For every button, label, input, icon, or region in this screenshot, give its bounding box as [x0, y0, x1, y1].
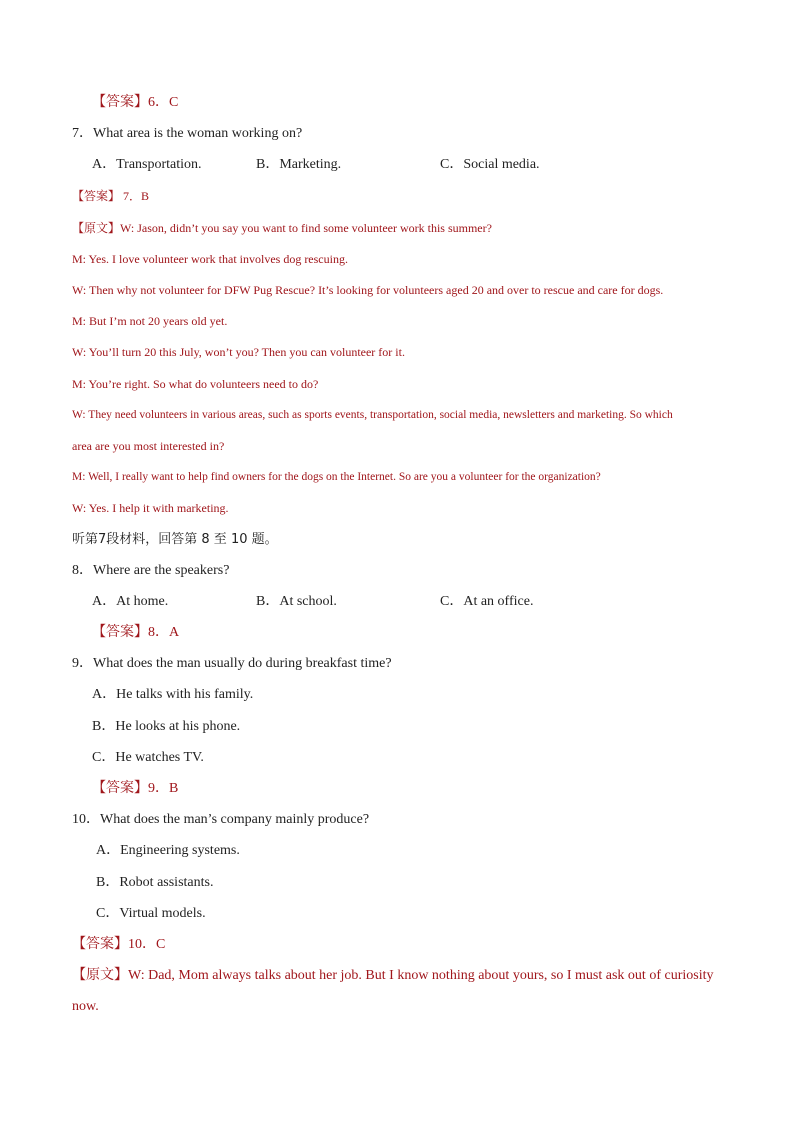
answer-7: 【答案】 7．B — [72, 189, 150, 203]
transcript-7-line-9: M: Well, I really want to help find owners for the dogs on the Internet. So are you a volunteer for the organization? — [72, 471, 601, 483]
transcript-7-line-7: W: They need volunteers in various areas, such as sports events, transportation, social media, newsletters and marketing. So which — [72, 409, 673, 421]
question-7-option-b: B．Marketing. — [256, 157, 342, 172]
transcript-7-line-10: W: Yes. I help it with marketing. — [72, 501, 229, 515]
transcript-7-line-6: M: You’re right. So what do volunteers need to do? — [72, 377, 319, 391]
question-8-option-b: B．At school. — [256, 594, 337, 609]
transcript-7-line-1: 【原文】W: Jason, didn’t you say you want to find some volunteer work this summer? — [72, 221, 492, 235]
transcript-7-line-5: W: You’ll turn 20 this July, won’t you? Then you can volunteer for it. — [72, 345, 405, 359]
question-10: 10．What does the man’s company mainly produce? — [72, 812, 370, 827]
question-7-option-a: A．Transportation. — [92, 157, 202, 172]
transcript-10-line-2: now. — [72, 999, 99, 1014]
question-8-option-a: A．At home. — [92, 594, 169, 609]
transcript-7-line-4: M: But I’m not 20 years old yet. — [72, 314, 228, 328]
question-10-option-c: C．Virtual models. — [96, 906, 206, 921]
question-9-option-a: A．He talks with his family. — [92, 687, 254, 702]
transcript-10-line-1: 【原文】W: Dad, Mom always talks about her job. But I know nothing about yours, so I must ask out of curiosity — [72, 968, 714, 983]
question-9-option-b: B．He looks at his phone. — [92, 719, 241, 734]
section-heading: 听第7段材料，回答第 8 至 10 题。 — [72, 532, 278, 547]
question-7: 7．What area is the woman working on? — [72, 126, 303, 141]
transcript-7-line-3: W: Then why not volunteer for DFW Pug Rescue? It’s looking for volunteers aged 20 and over to rescue and care for dogs. — [72, 283, 664, 297]
question-10-option-b: B．Robot assistants. — [96, 875, 214, 890]
question-10-option-a: A．Engineering systems. — [96, 843, 240, 858]
answer-9: 【答案】9．B — [92, 781, 179, 796]
question-9: 9．What does the man usually do during breakfast time? — [72, 656, 392, 671]
answer-8: 【答案】8．A — [92, 625, 180, 640]
transcript-7-line-2: M: Yes. I love volunteer work that involves dog rescuing. — [72, 252, 348, 266]
answer-10: 【答案】10．C — [72, 937, 166, 952]
question-9-option-c: C．He watches TV. — [92, 750, 204, 765]
transcript-7-line-8: area are you most interested in? — [72, 439, 225, 453]
question-8: 8．Where are the speakers? — [72, 563, 230, 578]
answer-6: 【答案】6．C — [92, 95, 179, 110]
question-7-option-c: C．Social media. — [440, 157, 540, 172]
question-8-option-c: C．At an office. — [440, 594, 534, 609]
